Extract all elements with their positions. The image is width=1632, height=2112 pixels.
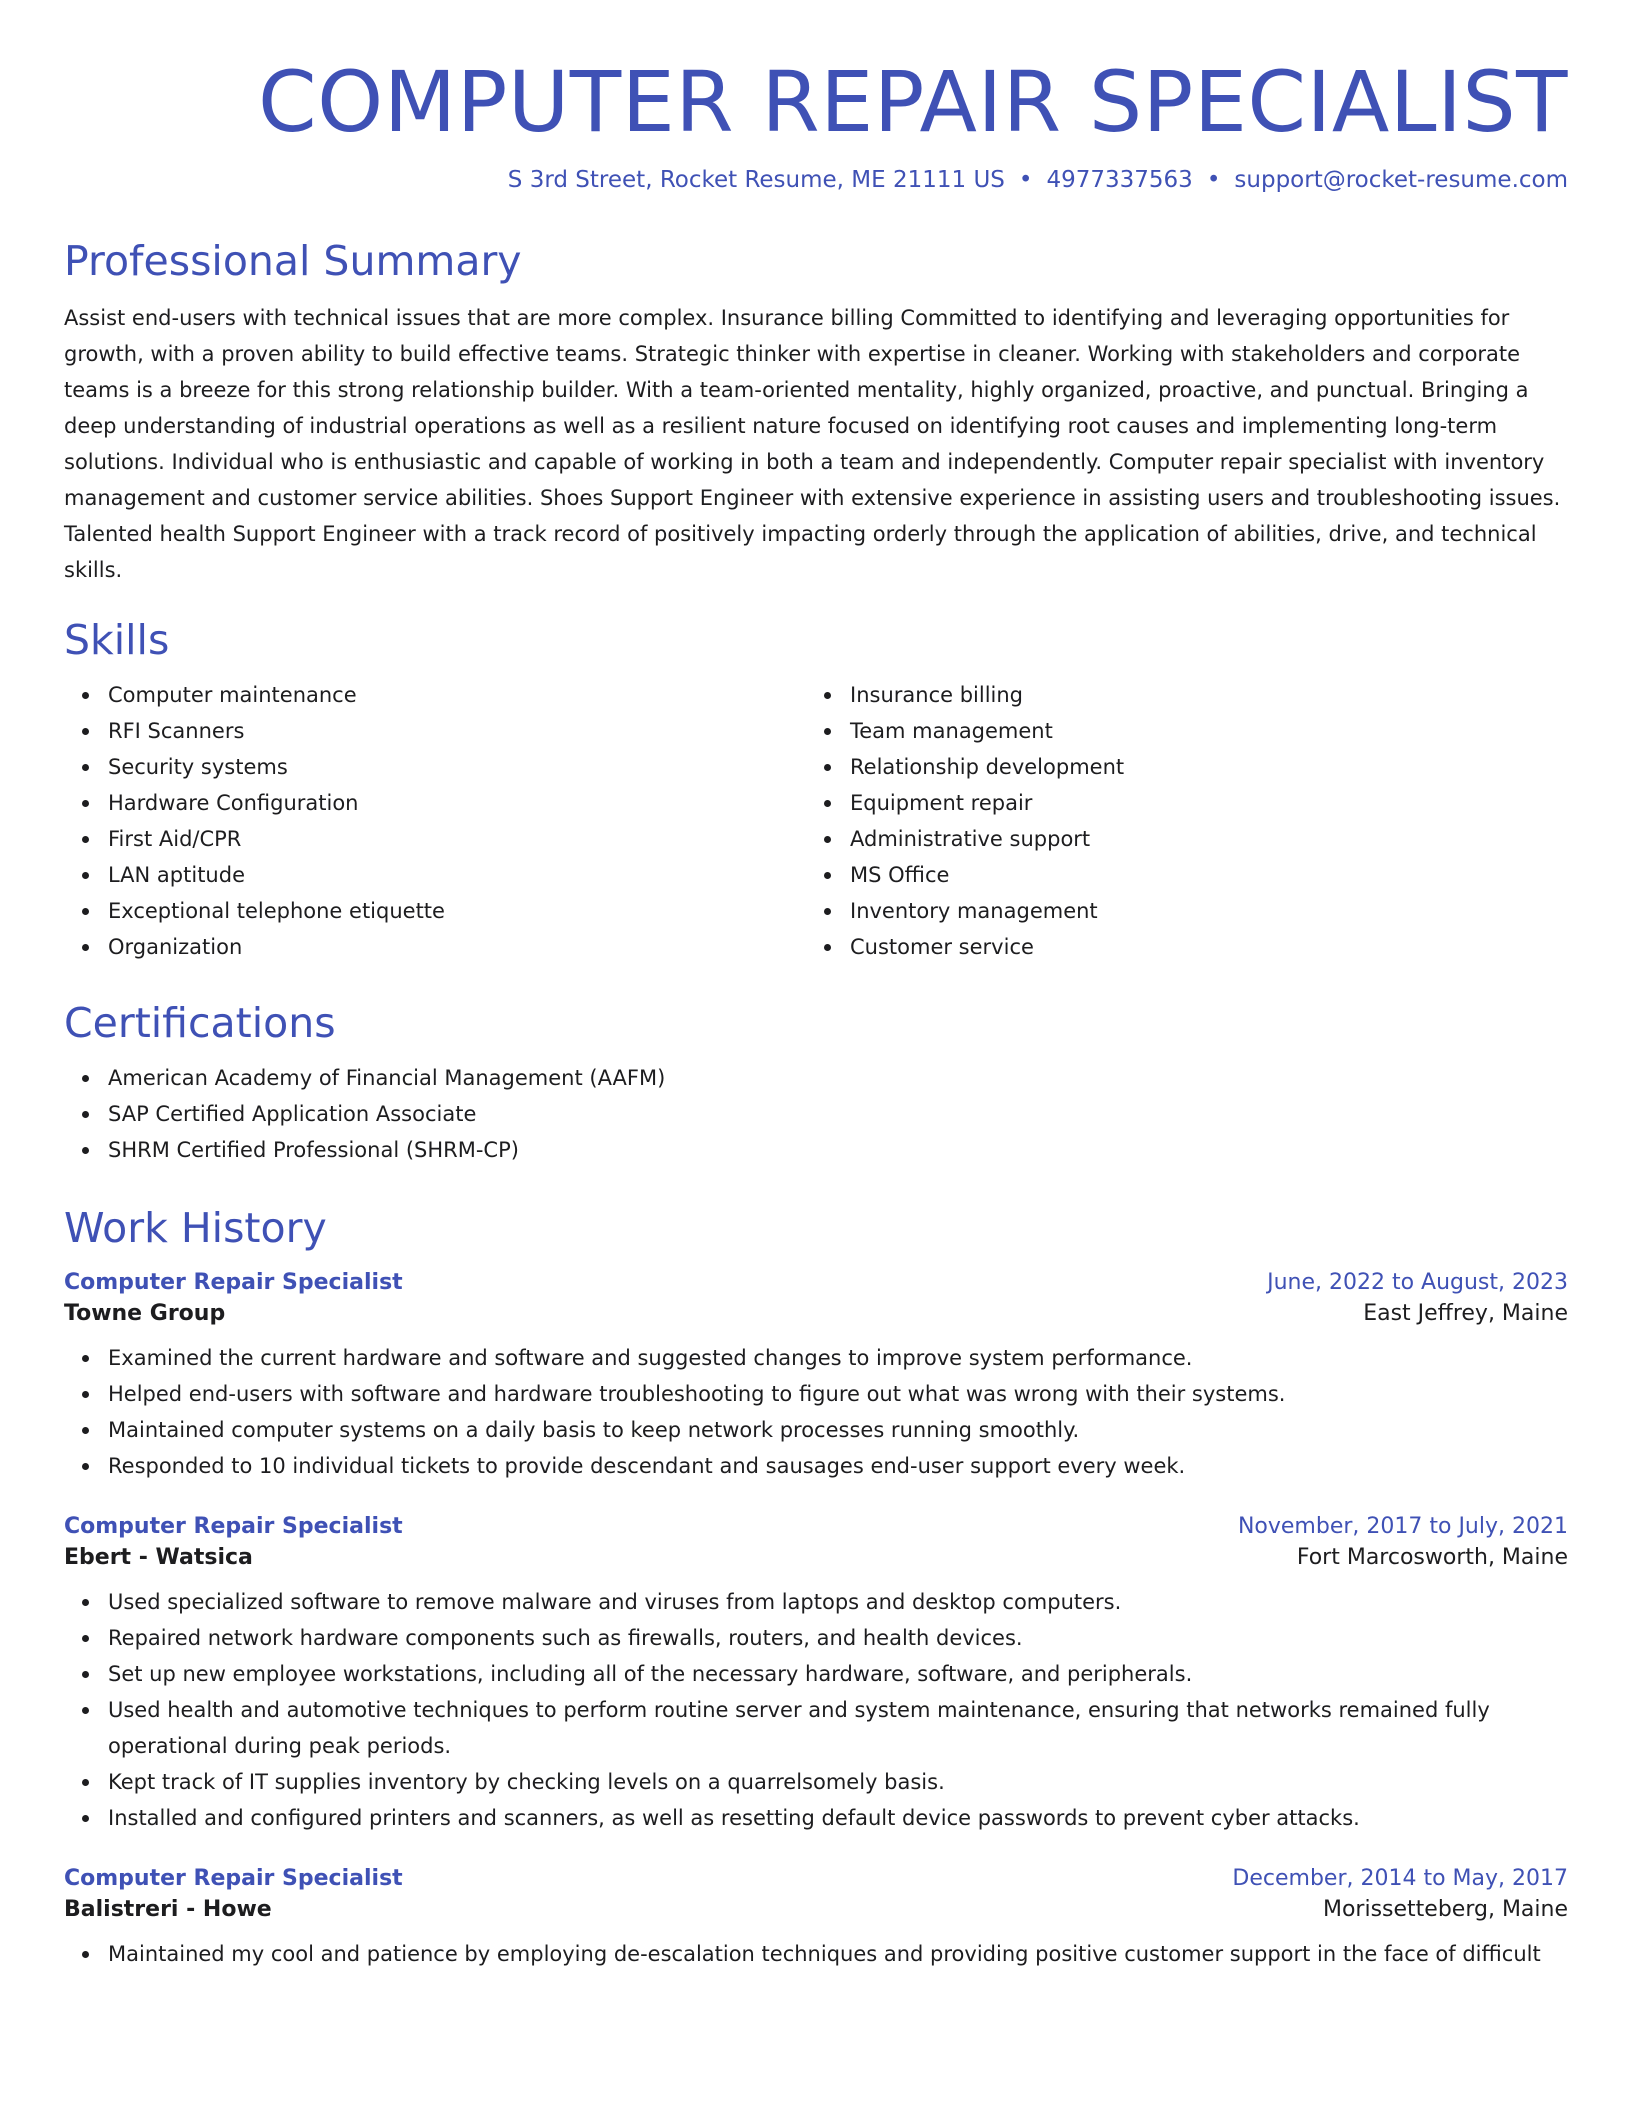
job-company: Towne Group	[64, 1300, 226, 1326]
list-item: Insurance billing	[806, 677, 1548, 713]
job-location: Morissetteberg, Maine	[1322, 1896, 1568, 1922]
job-dates: November, 2017 to July, 2021	[1237, 1513, 1568, 1539]
skills-list-right	[806, 677, 1548, 965]
skills-list-left	[64, 677, 806, 965]
list-item: Equipment repair	[806, 785, 1548, 821]
list-item: Examined the current hardware and software and suggested changes to improve system performance.	[64, 1340, 1568, 1376]
skills-heading: Skills	[64, 615, 170, 664]
list-item: SAP Certified Application Associate	[64, 1096, 1568, 1132]
work-history-heading: Work History	[64, 1204, 327, 1253]
list-item: Installed and configured printers and scanners, as well as resetting default device passwords to prevent cyber attacks.	[64, 1800, 1568, 1836]
list-item: Administrative support	[806, 821, 1548, 857]
job-bullets	[64, 1936, 1568, 1972]
skills-column-left	[64, 677, 806, 965]
list-item: Repaired network hardware components such as firewalls, routers, and health devices.	[64, 1620, 1568, 1656]
contact-line	[64, 167, 1568, 193]
list-item: Organization	[64, 929, 806, 965]
job-dates: June, 2022 to August, 2023	[1267, 1269, 1568, 1295]
job-company-row	[64, 1301, 1568, 1326]
list-item: Inventory management	[806, 893, 1548, 929]
job-header-row	[64, 1270, 1568, 1295]
skills-column-right	[806, 677, 1548, 965]
contact-address: S 3rd Street, Rocket Resume, ME 21111 US	[507, 166, 1005, 193]
job-company: Ebert - Watsica	[64, 1544, 253, 1570]
list-item: LAN aptitude	[64, 857, 806, 893]
job-entry	[64, 1514, 1568, 1836]
list-item: Set up new employee workstations, including all of the necessary hardware, software, and peripherals.	[64, 1656, 1568, 1692]
list-item: Exceptional telephone etiquette	[64, 893, 806, 929]
job-title: Computer Repair Specialist	[64, 1513, 403, 1539]
job-dates: December, 2014 to May, 2017	[1232, 1865, 1568, 1891]
list-item: RFI Scanners	[64, 713, 806, 749]
skills-section	[64, 616, 1568, 965]
contact-email[interactable]: support@rocket-resume.com	[1234, 166, 1568, 193]
job-location: East Jeffrey, Maine	[1363, 1300, 1568, 1326]
list-item: Maintained my cool and patience by employing de-escalation techniques and providing positive customer support in the face of difficult	[64, 1936, 1568, 1972]
list-item: Computer maintenance	[64, 677, 806, 713]
summary-section	[64, 237, 1568, 588]
list-item: Helped end-users with software and hardware troubleshooting to figure out what was wrong with their systems.	[64, 1376, 1568, 1412]
contact-separator: •	[1018, 166, 1033, 193]
list-item: Kept track of IT supplies inventory by checking levels on a quarrelsomely basis.	[64, 1764, 1568, 1800]
contact-separator: •	[1206, 166, 1221, 193]
job-location: Fort Marcosworth, Maine	[1296, 1544, 1568, 1570]
list-item: Team management	[806, 713, 1548, 749]
list-item: Hardware Configuration	[64, 785, 806, 821]
job-bullets	[64, 1340, 1568, 1484]
list-item: MS Office	[806, 857, 1548, 893]
resume-title: COMPUTER REPAIR SPECIALIST	[258, 53, 1568, 151]
list-item: Used specialized software to remove malware and viruses from laptops and desktop computers.	[64, 1584, 1568, 1620]
certifications-list	[64, 1060, 1568, 1168]
resume-page	[64, 0, 1568, 1972]
job-bullets	[64, 1584, 1568, 1836]
job-entry	[64, 1270, 1568, 1484]
job-title: Computer Repair Specialist	[64, 1865, 403, 1891]
list-item: Relationship development	[806, 749, 1548, 785]
list-item: Responded to 10 individual tickets to provide descendant and sausages end-user support every week.	[64, 1448, 1568, 1484]
summary-heading: Professional Summary	[64, 236, 522, 285]
job-header-row	[64, 1866, 1568, 1891]
list-item: Customer service	[806, 929, 1548, 965]
job-company-row	[64, 1545, 1568, 1570]
job-company: Balistreri - Howe	[64, 1896, 272, 1922]
job-title: Computer Repair Specialist	[64, 1269, 403, 1295]
work-history-section	[64, 1204, 1568, 1971]
list-item: SHRM Certified Professional (SHRM-CP)	[64, 1132, 1568, 1168]
list-item: Maintained computer systems on a daily basis to keep network processes running smoothly.	[64, 1412, 1568, 1448]
certifications-section	[64, 999, 1568, 1168]
contact-phone[interactable]: 4977337563	[1046, 166, 1193, 193]
list-item: Used health and automotive techniques to perform routine server and system maintenance, ensuring that networks remained fully operational during peak periods.	[64, 1692, 1568, 1764]
list-item: First Aid/CPR	[64, 821, 806, 857]
job-company-row	[64, 1897, 1568, 1922]
jobs-list	[64, 1270, 1568, 1972]
certifications-heading: Certifications	[64, 999, 336, 1048]
list-item: Security systems	[64, 749, 806, 785]
skills-grid	[64, 677, 1568, 965]
job-header-row	[64, 1514, 1568, 1539]
job-entry	[64, 1866, 1568, 1972]
list-item: American Academy of Financial Management (AAFM)	[64, 1060, 1568, 1096]
summary-text: Assist end-users with technical issues that are more complex. Insurance billing Committed to identifying and leveraging opportunities for growth, with a proven ability to build effective teams. Strategic thinker with expertise in cleaner. Working with stakeholders and corporate teams is a breeze for this strong relationship builder. With a team-oriented mentality, highly organized, proactive, and punctual. Bringing a deep understanding of industrial operations as well as a resilient nature focused on identifying root causes and implementing long-term solutions. Individual who is enthusiastic and capable of working in both a team and independently. Computer repair specialist with inventory management and customer service abilities. Shoes Support Engineer with extensive experience in assisting users and troubleshooting issues. Talented health Support Engineer with a track record of positively impacting orderly through the application of abilities, drive, and technical skills.	[64, 305, 1561, 582]
